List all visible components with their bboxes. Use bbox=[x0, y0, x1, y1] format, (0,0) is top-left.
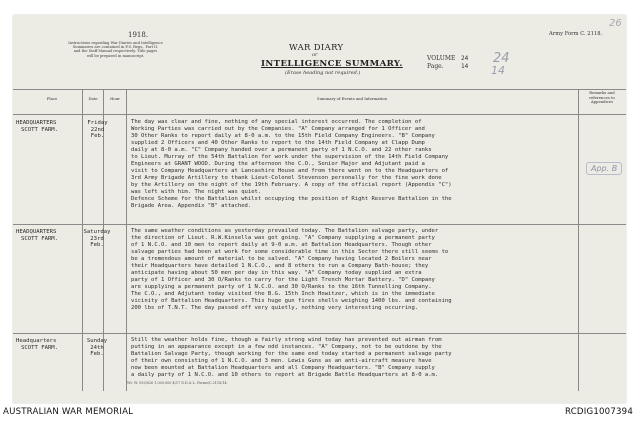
entry-place: HEADQUARTERS SCOTT FARM. bbox=[16, 120, 59, 133]
entry-place: HEADQUARTERS SCOTT FARM. bbox=[16, 229, 59, 242]
col-hour: Hour bbox=[110, 96, 120, 101]
corner-archive-mark: 26 bbox=[609, 18, 622, 29]
page-value: 14 bbox=[461, 63, 469, 70]
army-form-number: Army Form C. 2118. bbox=[549, 31, 603, 37]
diary-title: WAR DIARY bbox=[289, 42, 344, 52]
entry-date: Saturday 23rd Feb. bbox=[83, 229, 111, 248]
handwritten-volume: 24 bbox=[493, 51, 510, 66]
entry-place: Headquarters SCOTT FARM. bbox=[16, 338, 59, 351]
col-summary: Summary of Events and Information bbox=[317, 96, 387, 101]
entry-divider-2 bbox=[13, 333, 626, 334]
instruction-line: Instructions regarding War Diaries and Intelligence bbox=[68, 41, 163, 45]
remarks-column-rule bbox=[578, 89, 579, 391]
volume-value: 24 bbox=[461, 55, 469, 62]
table-top-rule bbox=[13, 89, 626, 90]
instruction-line: and the Staff Manual respectively. Title pages bbox=[73, 49, 158, 54]
appendix-reference-stamp: App. B bbox=[586, 162, 622, 175]
header-bottom-rule bbox=[13, 114, 626, 115]
instruction-line: Summaries are contained in F.S. Regs., Part II. bbox=[72, 45, 159, 50]
entry-divider-1 bbox=[13, 224, 626, 225]
handwritten-page: 14 bbox=[491, 64, 505, 77]
archive-caption: AUSTRALIAN WAR MEMORIAL bbox=[3, 407, 134, 417]
instructions-note bbox=[48, 41, 183, 58]
entry-summary: The day was clear and fine, nothing of any special interest occurred. The completion of Working Parties was carried out by the Companies. "A" Company arranged for 1 Officer and 30 Other Ranks to report daily at 8-0 a.m. to the 15th Field Company Engineers. "B" Company supplied 2 Officers and 40 Other Ranks to report to the 14th Field Company at Clapp Dump daily at 8-0 a.m. "C" Company handed over a permanent party of 1 N.C.O. and 22 other ranks to Lieut. Murray of the 54th Battalion for work under the supervision of the 14th Field Company Engineers at GRANT WOOD. During the afternoon the C.O., Senior Major and Adjutant paid a visit to Company Headquarters at Lancashire House and from there went on to the Headquarters of 3rd Army Brigade Artillery to thank Lieut-Colonel Stevenson personally for the fine work done by the Artillery on the night of the 19th February. A copy of the official report (Appendix "C") was left with him. The night was quiet. Defence Scheme for the Battalion whilst occupying the position of Right Reserve Battalion in the Brigade Area. Appendix "B" attached. bbox=[131, 119, 452, 209]
entry-summary: Still the weather holds fine, though a fairly strong wind today has prevented out airman from putting in an appearance except in a few odd instances. "A" Company, not to be outdone by the Battalion Salvage Party, though working for the same end today started a permanent salvage party of their own consisting of 1 N.C.O. and 3 men. Lewis Guns as an anti-aircraft measure have now been mounted at Battalion Headquarters and all Company Headquarters. "B" Company supply a daily party of 1 N.C.O. and 10 others to report at Brigade Battle Headquarters at 8-0 a.m. bbox=[131, 337, 452, 378]
entry-date: Friday 22nd Feb. bbox=[87, 120, 108, 139]
erase-note: (Erase heading not required.) bbox=[285, 70, 361, 76]
col-date: Date bbox=[88, 96, 98, 101]
hour-column-rule bbox=[126, 89, 127, 391]
form-print-footer: Wt. W. 593/826 1,000,000 4/17 D.D.& L. Forms/C.2118/14. bbox=[127, 381, 228, 385]
col-place: Place bbox=[46, 96, 58, 101]
diary-year: 1918. bbox=[128, 31, 149, 39]
archive-reference-id: RCDIG1007394 bbox=[564, 407, 633, 417]
volume-label: VOLUME bbox=[427, 55, 456, 62]
entry-date: Sunday 24th Feb. bbox=[86, 338, 108, 357]
war-diary-sheet bbox=[13, 15, 626, 403]
instruction-line: will be prepared in manuscript. bbox=[86, 53, 145, 58]
page-label: Page. bbox=[427, 63, 444, 70]
entry-summary: The same weather conditions as yesterday prevailed today. The Battalion salvage party, under the direction of Lieut. R.W.Kinsella was got going. "A" Company supplying a permanent party of 1 N.C.O. and 10 men to report daily at 9-0 a.m. at Battalion Headquarters. Though other salvage parties had been at work for some considerable time in this Sector there still seems to be a tremendous amount of material to be salved. "A" Company having located 2 Boilers near their Headquarters have detailed 1 N.C.O., and 8 others to run a Company Bath-house; they anticipate having about 50 men per day in this way. "A" Company today supplied an extra party of 1 Officer and 30 O/Ranks to carry for the Light Trench Mortar Battery. "D" Company are supplying a permanent party of 1 N.C.O. and 30 O/Ranks to the 16th Tunnelling Company. The C.O., and Adjutant today visited the B.G. 15th Inch Howitzer, which is in the immediate vicinity of Battalion Headquarters. This huge gun fires shells weighing 1400 lbs. and containing 200 lbs of T.N.T. The day passed off very quietly, nothing very interesting occurring. bbox=[131, 228, 452, 311]
title-or: or bbox=[312, 52, 318, 58]
col-remarks: Remarks and references to Appendices bbox=[589, 90, 615, 104]
summary-title: INTELLIGENCE SUMMARY. bbox=[261, 59, 403, 69]
